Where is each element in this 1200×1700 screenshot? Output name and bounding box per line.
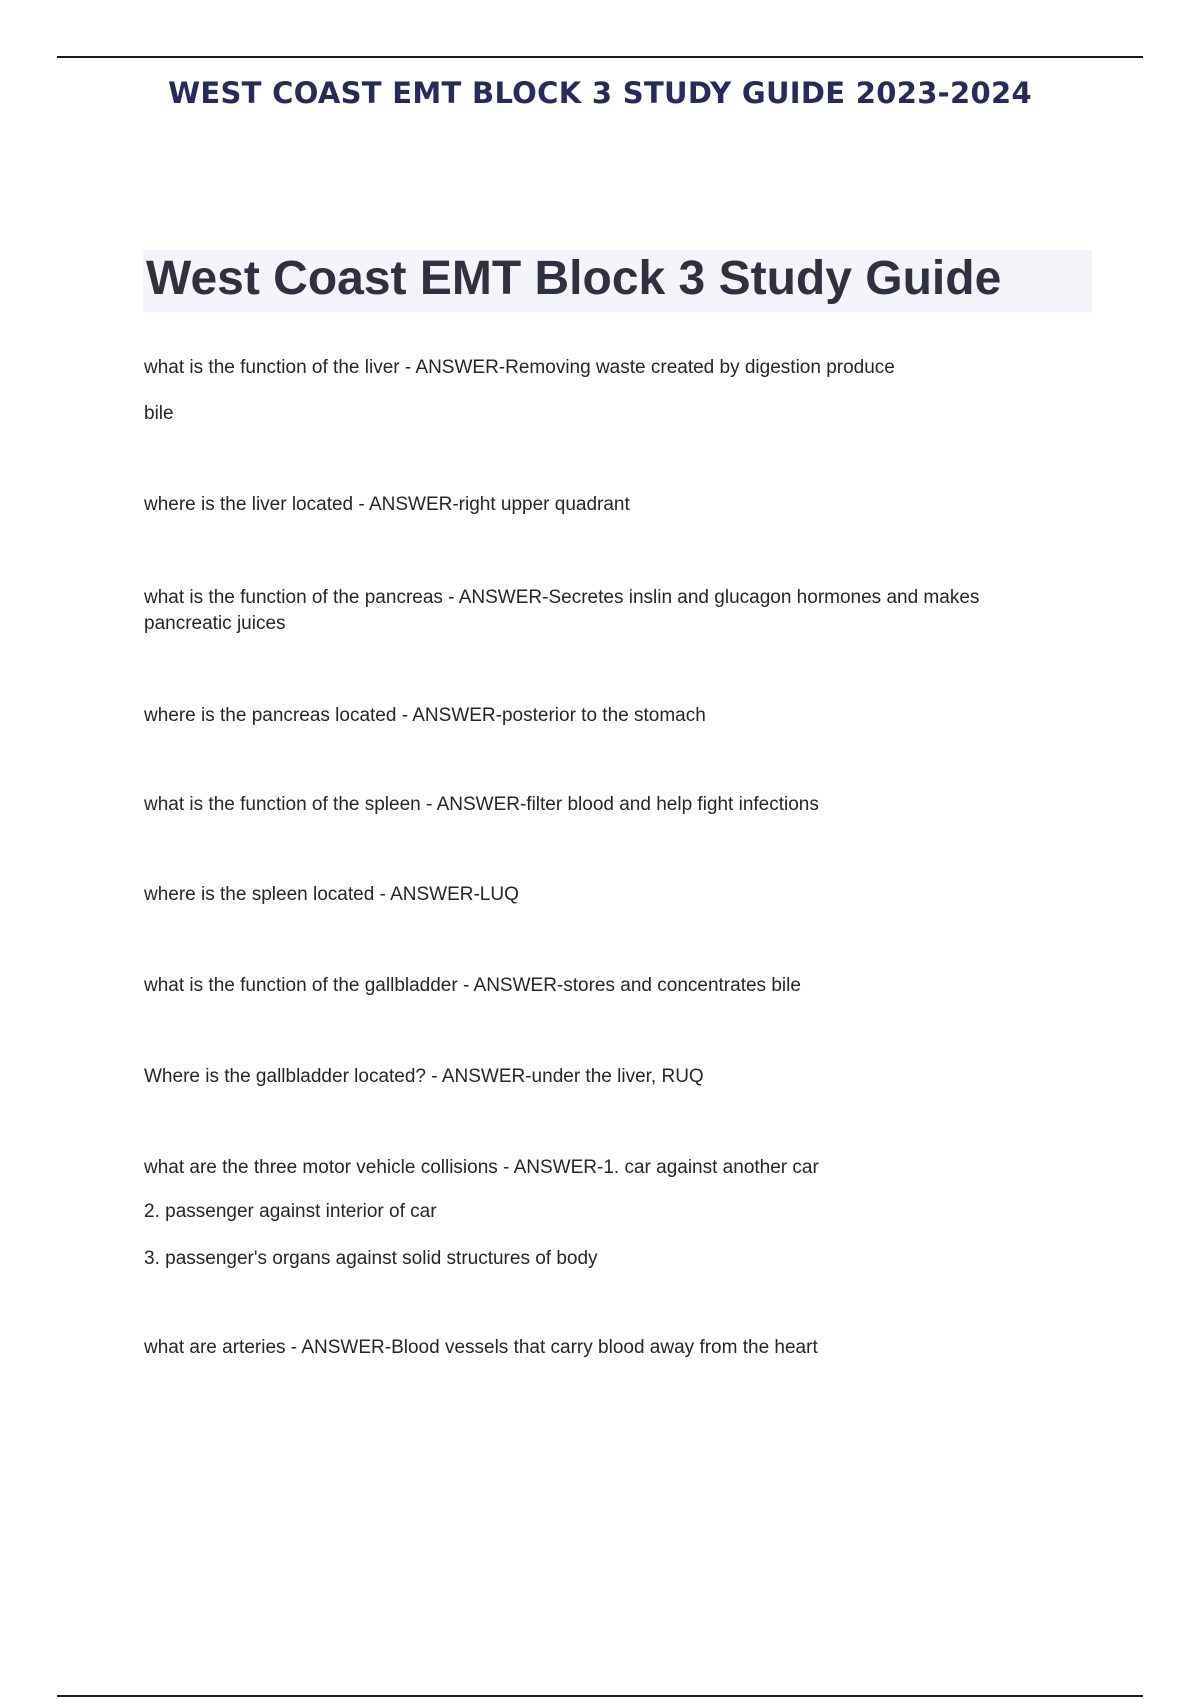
- qa-text-line: what are the three motor vehicle collisions - ANSWER-1. car against another car: [144, 1157, 819, 1178]
- qa-item: [144, 975, 1074, 997]
- qa-item: [144, 583, 1074, 635]
- qa-text-line: what is the function of the liver - ANSWER-Removing waste created by digestion produce: [144, 357, 895, 378]
- qa-text-line: what is the function of the pancreas - ANSWER-Secretes inslin and glucagon hormones and makes: [144, 587, 980, 608]
- qa-text-line: bile: [144, 403, 174, 424]
- qa-text-line: what is the function of the gallbladder - ANSWER-stores and concentrates bile: [144, 975, 801, 996]
- qa-text-line: where is the pancreas located - ANSWER-posterior to the stomach: [144, 705, 706, 726]
- qa-item: [144, 884, 1074, 906]
- qa-item: [144, 1157, 1074, 1270]
- qa-text-line: pancreatic juices: [144, 613, 286, 634]
- document-title: West Coast EMT Block 3 Study Guide: [146, 252, 1002, 305]
- qa-text-line: where is the liver located - ANSWER-right upper quadrant: [144, 494, 630, 515]
- qa-text-line: Where is the gallbladder located? - ANSWER-under the liver, RUQ: [144, 1066, 704, 1087]
- qa-text-line: 2. passenger against interior of car: [144, 1201, 437, 1222]
- qa-item: [144, 357, 1074, 425]
- qa-text-line: where is the spleen located - ANSWER-LUQ: [144, 884, 519, 905]
- qa-item: [144, 1066, 1074, 1088]
- qa-text-line: 3. passenger's organs against solid structures of body: [144, 1248, 598, 1269]
- header-rule: [57, 56, 1143, 58]
- qa-text-line: what is the function of the spleen - ANSWER-filter blood and help fight infections: [144, 794, 819, 815]
- qa-item: [144, 1337, 1074, 1359]
- page-header: WEST COAST EMT BLOCK 3 STUDY GUIDE 2023-2024: [168, 76, 1032, 110]
- qa-item: [144, 794, 1074, 816]
- qa-text-line: what are arteries - ANSWER-Blood vessels that carry blood away from the heart: [144, 1337, 818, 1358]
- qa-item: [144, 705, 1074, 727]
- qa-item: [144, 494, 1074, 516]
- footer-rule: [57, 1695, 1143, 1697]
